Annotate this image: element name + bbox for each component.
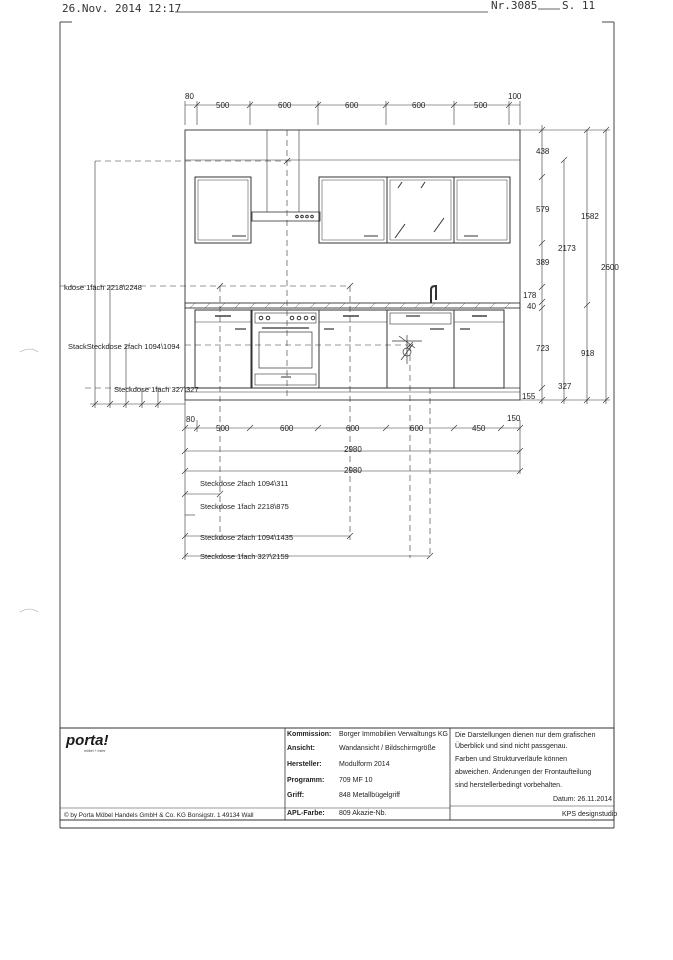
overall-width-1: 2980 (344, 445, 362, 454)
top-dim-left-offset: 80 (185, 92, 194, 101)
fax-header (62, 0, 595, 15)
bottom-dim-3: 600 (346, 424, 360, 433)
field-value-programm: 709 MF 10 (339, 777, 373, 784)
wall-cabinets-right (319, 177, 510, 243)
field-label-hersteller: Hersteller: (287, 761, 322, 768)
note-line-2: Überblick und sind nicht passgenau. (455, 743, 568, 750)
right-dim-327: 327 (558, 382, 572, 391)
overall-width-2: 2980 (344, 466, 362, 475)
copyright-line: © by Porta Möbel Handels GmbH & Co. KG Bonsigstr. 1 49134 Wall (64, 812, 254, 819)
top-dim-3: 600 (345, 101, 359, 110)
right-dim-579: 579 (536, 205, 550, 214)
right-vertical-dims (520, 125, 610, 404)
page-frame (60, 22, 614, 828)
fax-page: S. 11 (562, 0, 596, 12)
right-dim-723: 723 (536, 344, 550, 353)
right-dim-155: 155 (522, 392, 536, 401)
oven (252, 310, 319, 388)
label-socket-1fach-2218-875: Steckdose 1fach 2218\875 (200, 502, 289, 511)
label-socket-2fach-1094-311: Steckdose 2fach 1094\311 (200, 479, 289, 488)
field-value-hersteller: Modulform 2014 (339, 761, 390, 768)
note-line-1: Die Darstellungen dienen nur dem grafischen (455, 732, 596, 739)
right-dim-438: 438 (536, 147, 550, 156)
label-socket-1fach-327: Steckdose 1fach 327\327 (114, 385, 199, 394)
field-label-griff: Griff: (287, 792, 305, 799)
wall-cabinet-left (195, 177, 251, 243)
note-line-5: sind herstellerbedingt vorbehalten. (455, 782, 563, 789)
top-dim-4: 600 (412, 101, 426, 110)
design-studio: KPS designstudio (562, 811, 618, 818)
siphon-symbol (392, 335, 422, 364)
right-dim-178: 178 (523, 291, 537, 300)
label-socket-2fach-1094: StackSteckdose 2fach 1094\1094 (68, 342, 180, 351)
top-dim-5: 500 (474, 101, 488, 110)
field-label-ansicht: Ansicht: (287, 745, 315, 752)
label-socket-1fach-327-2159: Steckdose 1fach 327\2159 (200, 552, 289, 561)
right-dim-918: 918 (581, 349, 595, 358)
top-dim-2: 600 (278, 101, 292, 110)
top-dimension-chain (185, 92, 522, 125)
right-dim-1582: 1582 (581, 212, 599, 221)
note-line-3: Farben und Strukturverläufe können (455, 756, 568, 763)
bottom-dim-left-offset: 80 (186, 415, 195, 424)
kitchen-elevation (185, 130, 520, 400)
field-label-kommission: Kommission: (287, 731, 332, 738)
fax-date: 26.Nov. 2014 12:17 (62, 2, 182, 15)
top-dim-right-offset: 100 (508, 92, 522, 101)
bottom-dim-1: 500 (216, 424, 230, 433)
bottom-dim-4: 600 (410, 424, 424, 433)
countertop (185, 303, 520, 308)
porta-logo-tagline: möbel + mehr (84, 749, 106, 753)
label-socket-2fach-1094-1435: Steckdose 2fach 1094\1435 (200, 533, 293, 542)
extractor-hood (252, 130, 320, 221)
note-line-4: abweichen. Änderungen der Frontaufteilung (455, 769, 592, 776)
drawing-date: Datum: 26.11.2014 (553, 796, 613, 803)
field-value-apl-farbe: 809 Akazie-Nb. (339, 810, 387, 817)
sink-tap (431, 286, 436, 303)
porta-logo: porta! (66, 732, 109, 749)
field-value-kommission: Borger Immobilien Verwaltungs KG (339, 731, 448, 738)
fax-number: Nr.3085 (491, 0, 538, 12)
right-dim-2173: 2173 (558, 244, 576, 253)
field-label-apl-farbe: APL-Farbe: (287, 810, 325, 817)
right-dim-2600: 2600 (601, 263, 619, 272)
bottom-dim-2: 600 (280, 424, 294, 433)
field-value-griff: 848 Metallbügelgriff (339, 792, 400, 799)
base-cabinets (195, 310, 504, 388)
right-dim-389: 389 (536, 258, 550, 267)
label-socket-1fach-2218: kdose 1fach 2218\2248 (64, 283, 142, 292)
bottom-dim-5: 450 (472, 424, 486, 433)
field-label-programm: Programm: (287, 777, 325, 784)
right-dim-40: 40 (527, 302, 536, 311)
top-dim-1: 500 (216, 101, 230, 110)
bottom-dim-right-offset: 150 (507, 414, 521, 423)
field-value-ansicht: Wandansicht / Bildschirmgröße (339, 745, 436, 752)
